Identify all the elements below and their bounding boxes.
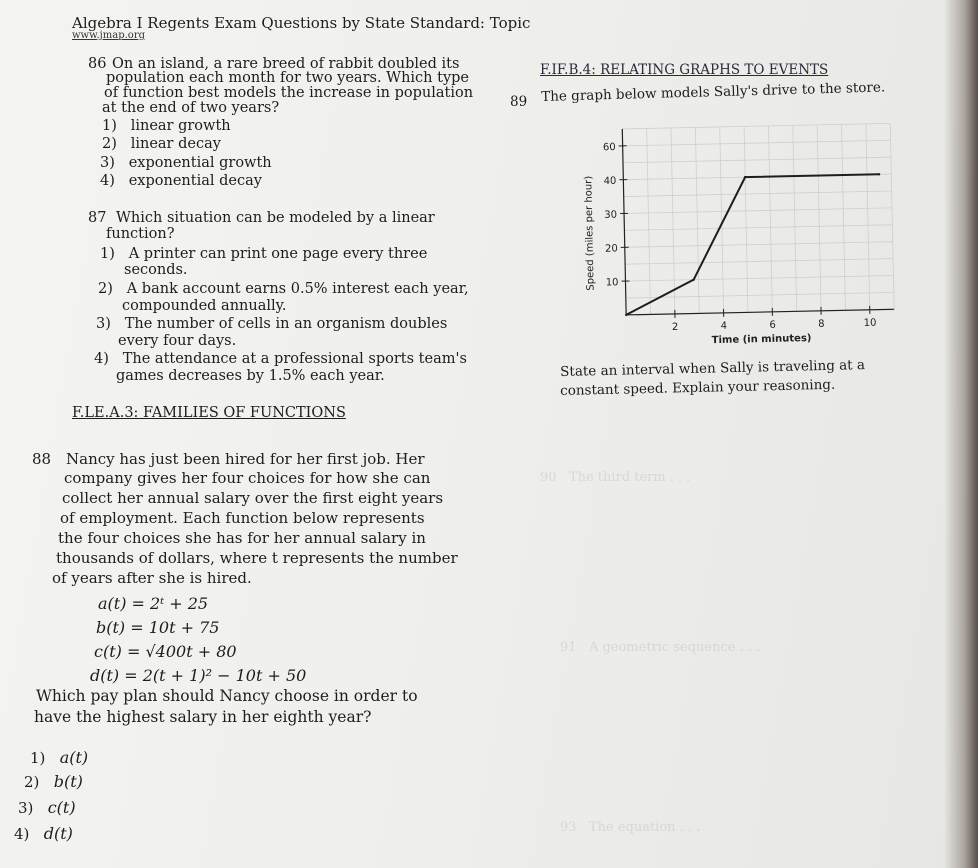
answer-option: 1) a(t) [30,748,89,767]
answer-option: 2) b(t) [24,772,83,791]
grid-line-vertical [890,123,894,309]
question-number: 89 [510,94,528,110]
grid-line-vertical [744,126,748,312]
x-tick-label: 10 [863,317,877,329]
grid-line-vertical [695,127,699,313]
section-heading-fif: F.IF.B.4: RELATING GRAPHS TO EVENTS [540,62,829,78]
answer-option: 1) linear growth [102,118,231,134]
y-tick-label: 20 [604,243,618,255]
grid-line-horizontal [624,225,892,231]
answer-option: 4) exponential decay [100,173,262,189]
y-tick-label: 10 [605,277,619,289]
grid-line-vertical [768,126,772,312]
answer-option-text: compounded annually. [122,298,287,314]
chart-grid [622,123,894,315]
x-tick-label: 6 [769,319,776,331]
grid-line-vertical [866,124,870,310]
y-axis [622,129,626,315]
x-tick-label: 8 [818,318,825,330]
question-text: Which situation can be modeled by a linear [116,210,435,226]
question-text: Nancy has just been hired for her first job. Her [66,450,425,468]
answer-option-text: seconds. [124,262,188,278]
answer-option: 3) exponential growth [100,155,272,171]
function-d: d(t) = 2(t + 1)² − 10t + 50 [90,666,307,685]
question-text: of years after she is hired. [52,569,252,587]
x-axis [626,309,894,315]
question-prompt: constant speed. Explain your reasoning. [560,376,836,399]
y-axis-label: Speed (miles per hour) [583,175,597,291]
show-through-text: 93 The equation . . . [560,820,701,835]
answer-option: 4) d(t) [14,824,73,843]
grid-line-vertical [793,125,797,311]
x-axis-label: Time (in minutes) [711,333,812,347]
y-tick-label: 40 [603,175,617,188]
answer-option: 2) A bank account earns 0.5% interest each year, [98,281,469,297]
show-through-text: 90 The third term . . . [540,470,691,485]
question-text: Which pay plan should Nancy choose in order to [36,687,418,705]
question-text: at the end of two years? [102,100,280,116]
grid-line-vertical [647,128,651,314]
grid-line-horizontal [624,191,892,197]
question-text: of employment. Each function below represents [60,509,425,527]
function-c: c(t) = √400t + 80 [94,642,237,661]
question-text: thousands of dollars, where t represents the number [56,549,458,567]
grid-line-horizontal [623,157,891,163]
function-b: b(t) = 10t + 75 [96,618,220,637]
answer-option: 3) The number of cells in an organism doubles [96,316,448,332]
grid-line-vertical [671,128,675,314]
page-header-title: Algebra I Regents Exam Questions by State Standard: Topic [72,14,531,32]
question-text: of function best models the increase in population [104,85,474,101]
question-number: 87 [88,210,107,226]
grid-line-horizontal [624,208,892,214]
answer-option: 1) A printer can print one page every three [100,246,428,262]
question-text: have the highest salary in her eighth year? [34,708,372,726]
answer-option: 3) c(t) [18,798,76,817]
show-through-text: 91 A geometric sequence . . . [560,640,761,655]
grid-line-vertical [842,124,846,310]
question-text: On an island, a rare breed of rabbit doubled its [112,56,460,72]
x-tick-label: 2 [671,321,679,333]
grid-line-horizontal [625,259,893,265]
grid-line-horizontal [625,242,893,248]
y-tick-label: 60 [602,142,616,154]
answer-option-text: games decreases by 1.5% each year. [116,368,385,384]
question-text: company gives her four choices for how she can [64,469,431,487]
x-tick-label: 4 [720,320,728,332]
section-heading-fle: F.LE.A.3: FAMILIES OF FUNCTIONS [72,405,346,421]
y-tick-label: 30 [604,209,618,221]
grid-line-horizontal [622,123,890,129]
grid-line-vertical [817,125,821,311]
answer-option: 2) linear decay [102,136,221,152]
question-number: 88 [32,450,52,468]
grid-line-horizontal [625,275,893,281]
grid-line-horizontal [623,140,891,146]
function-a: a(t) = 2ᵗ + 25 [98,594,209,613]
question-text: population each month for two years. Which type [106,70,469,86]
question-text: The graph below models Sally's drive to the store. [541,79,886,105]
speed-time-chart [572,109,907,351]
question-text: function? [106,226,175,242]
chart-axes [622,123,894,315]
question-number: 86 [88,56,107,72]
answer-option-text: every four days. [118,333,237,349]
answer-option: 4) The attendance at a professional sports team's [94,351,467,367]
site-link[interactable]: www.jmap.org [72,30,145,41]
question-text: collect her annual salary over the first eight years [62,489,444,507]
page-edge-shadow [944,0,978,868]
question-prompt: State an interval when Sally is traveling at a [560,357,866,380]
question-text: the four choices she has for her annual salary in [58,529,426,547]
